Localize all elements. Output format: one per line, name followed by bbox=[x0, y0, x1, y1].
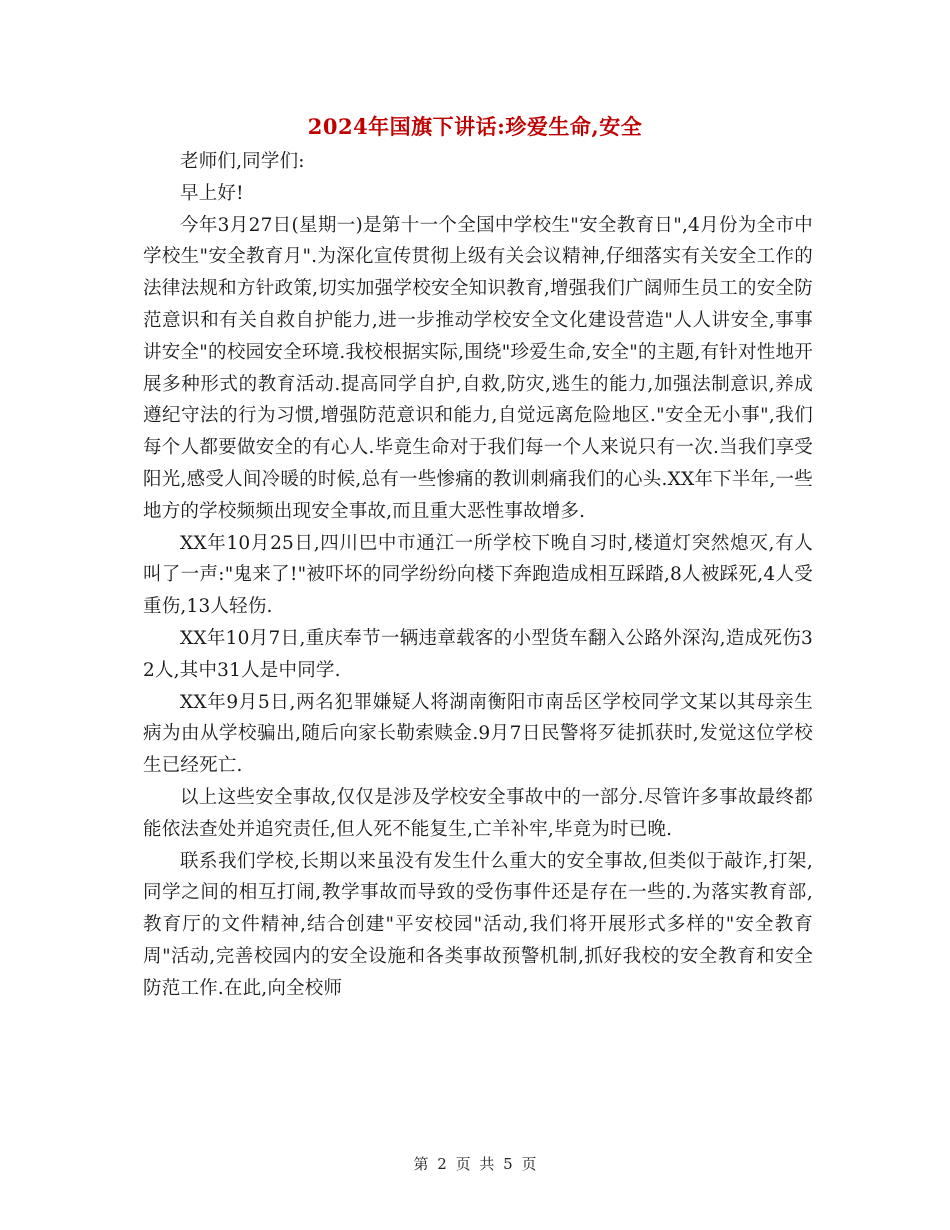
paragraph-incident-hunan: XX年9月5日,两名犯罪嫌疑人将湖南衡阳市南岳区学校同学文某以其母亲生病为由从学校骗出,随后向家长勒索赎金.9月7日民警将歹徒抓获时,发觉这位学校生已经死亡. bbox=[143, 691, 813, 777]
document-title: 2024年国旗下讲话:珍爱生命,安全 bbox=[307, 114, 643, 139]
paragraph-summary: 以上这些安全事故,仅仅是涉及学校安全事故中的一部分.尽管许多事故最终都能依法查处并追究责任,但人死不能复生,亡羊补牢,毕竟为时已晚. bbox=[143, 786, 813, 840]
document-body bbox=[143, 146, 813, 1005]
paragraph-incident-chongqing: XX年10月7日,重庆奉节一辆违章载客的小型货车翻入公路外深沟,造成死伤32人,其中31人是中同学. bbox=[143, 627, 813, 681]
paragraph-school: 联系我们学校,长期以来虽没有发生什么重大的安全事故,但类似于敲诈,打架,同学之间的相互打闹,教学事故而导致的受伤事件还是存在一些的.为落实教育部,教育厅的文件精神,结合创建"平安校园"活动,我们将开展形式多样的"安全教育周"活动,完善校园内的安全设施和各类事故预警机制,抓好我校的安全教育和安全防范工作.在此,向全校师 bbox=[143, 850, 813, 999]
greeting: 早上好! bbox=[180, 182, 244, 204]
salutation: 老师们,同学们: bbox=[180, 151, 305, 172]
paragraph-incident-sichuan: XX年10月25日,四川巴中市通江一所学校下晚自习时,楼道灯突然熄灭,有人叫了一声:"鬼来了!"被吓坏的同学纷纷向楼下奔跑造成相互踩踏,8人被踩死,4人受重伤,13人轻伤. bbox=[143, 532, 813, 618]
paragraph-intro: 今年3月27日(星期一)是第十一个全国中学校生"安全教育日",4月份为全市中学校生"安全教育月".为深化宣传贯彻上级有关会议精神,仔细落实有关安全工作的法律法规和方针政策,切实加强学校安全知识教育,增强我们广阔师生员工的安全防范意识和有关自救自护能力,进一步推动学校安全文化建设营造"人人讲安全,事事讲安全"的校园安全环境.我校根据实际,围绕"珍爱生命,安全"的主题,有针对性地开展多种形式的教育活动.提高同学自护,自救,防灾,逃生的能力,加强法制意识,养成遵纪守法的行为习惯,增强防范意识和能力,自觉远离危险地区."安全无小事",我们每个人都要做安全的有心人.毕竟生命对于我们每一个人来说只有一次.当我们享受阳光,感受人间冷暖的时候,总有一些惨痛的教训刺痛我们的心头.XX年下半年,一些地方的学校频频出现安全事故,而且重大恶性事故增多. bbox=[143, 214, 813, 522]
page-number: 第 2 页 共 5 页 bbox=[413, 1155, 537, 1173]
